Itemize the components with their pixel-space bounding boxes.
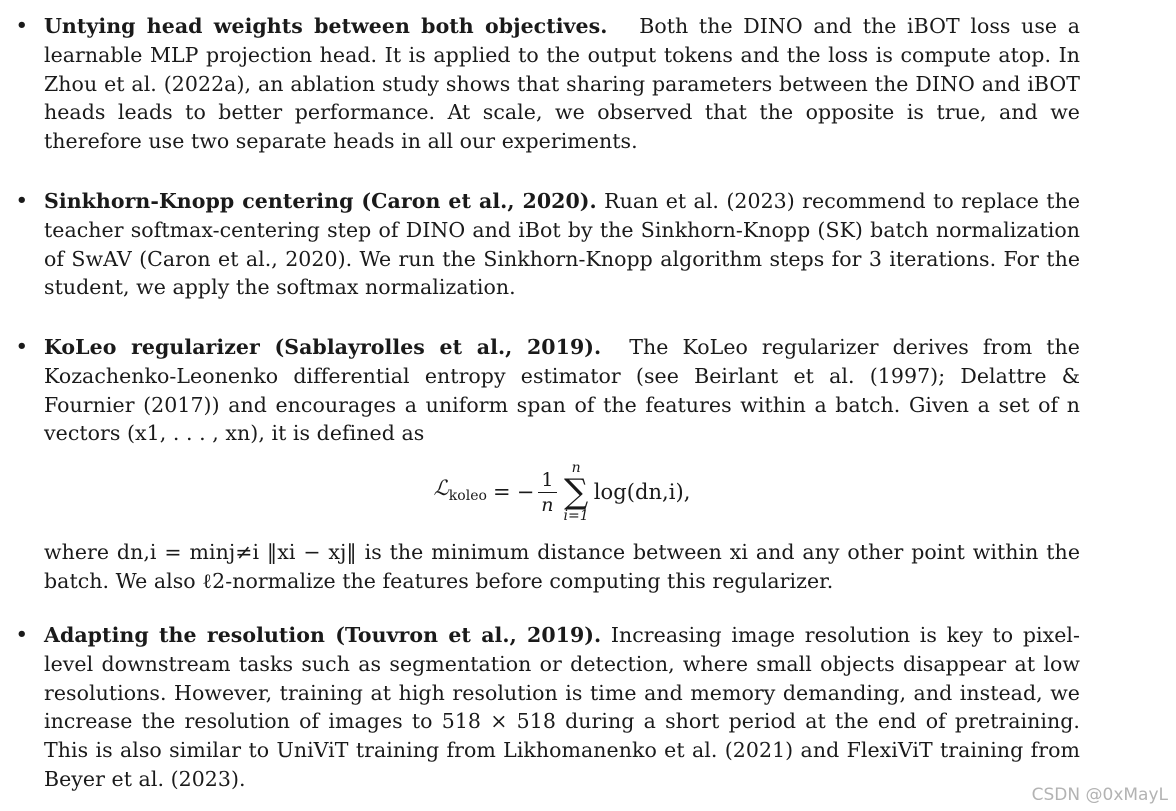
item-body: The KoLeo regularizer derives from the Kozachenko-Leonenko differential entropy estimator (see Beirlant et al. (1997); Delattre & Fournier (2017)) and encourages a uniform span of the features within a batch. Given a set of n vectors (x1, . . . , xn), it is defined as: [44, 335, 1080, 446]
sum-upper-limit: n: [571, 460, 581, 477]
equation-fraction: [538, 468, 556, 517]
list-item: [16, 12, 1080, 156]
equation-lhs-subscript: koleo: [448, 487, 488, 504]
item-paragraph: [44, 12, 1080, 156]
fraction-numerator: 1: [538, 468, 556, 493]
item-body: Both the DINO and the iBOT loss use a learnable MLP projection head. It is applied to the output tokens and the loss is compute atop. In Zhou et al. (2022a), an ablation study shows that sharing parameters between the DINO and iBOT heads leads to better performance. At scale, we observed that the opposite is true, and we therefore use two separate heads in all our experiments.: [44, 14, 1080, 154]
item-paragraph-after: where dn,i = minj≠i ‖xi − xj‖ is the minimum distance between xi and any other point within the batch. We also ℓ2-normalize the features before computing this regularizer.: [44, 540, 1080, 593]
equation-minus: −: [516, 479, 535, 504]
item-heading: Sinkhorn-Knopp centering (Caron et al., 2020).: [44, 189, 597, 213]
item-paragraph: [44, 621, 1080, 794]
bullet-dot: •: [16, 190, 28, 211]
item-heading: KoLeo regularizer (Sablayrolles et al., 2019).: [44, 335, 602, 359]
bullet-dot: •: [16, 15, 28, 36]
fraction-denominator: n: [541, 493, 554, 516]
koleo-equation: [44, 450, 1080, 534]
item-paragraph: [44, 333, 1080, 448]
list-item: [16, 621, 1080, 794]
sigma-symbol: ∑: [563, 472, 589, 513]
equation-equals: =: [493, 479, 511, 504]
equation-rhs: log(dn,i),: [593, 479, 691, 504]
bullet-dot: •: [16, 624, 28, 645]
item-body: Ruan et al. (2023) recommend to replace the teacher softmax-centering step of DINO and iBot by the Sinkhorn-Knopp (SK) batch normalization of SwAV (Caron et al., 2020). We run the Sinkhorn-Knopp algorithm steps for 3 iterations. For the student, we apply the softmax normalization.: [44, 189, 1081, 300]
equation-lhs: ℒ$_{koleo}$: [433, 475, 488, 504]
item-heading: Untying head weights between both objectives.: [44, 14, 608, 38]
item-paragraph: [44, 187, 1080, 302]
sum-lower-limit: i=1: [563, 508, 589, 525]
item-heading: Adapting the resolution (Touvron et al., 2019).: [44, 623, 602, 647]
watermark: CSDN @0xMayL: [1031, 785, 1168, 805]
list-item: [16, 187, 1081, 302]
list-item: [16, 333, 1080, 596]
bullet-dot: •: [16, 336, 28, 357]
summation: [564, 461, 589, 523]
item-body: Increasing image resolution is key to pixel-level downstream tasks such as segmentation or detection, where small objects disappear at low resolutions. However, training at high resolution is time and memory demanding, and instead, we increase the resolution of images to 518 × 518 during a short period at the end of pretraining. This is also similar to UniViT training from Likhomanenko et al. (2021) and FlexiViT training from Beyer et al. (2023).: [44, 623, 1080, 791]
